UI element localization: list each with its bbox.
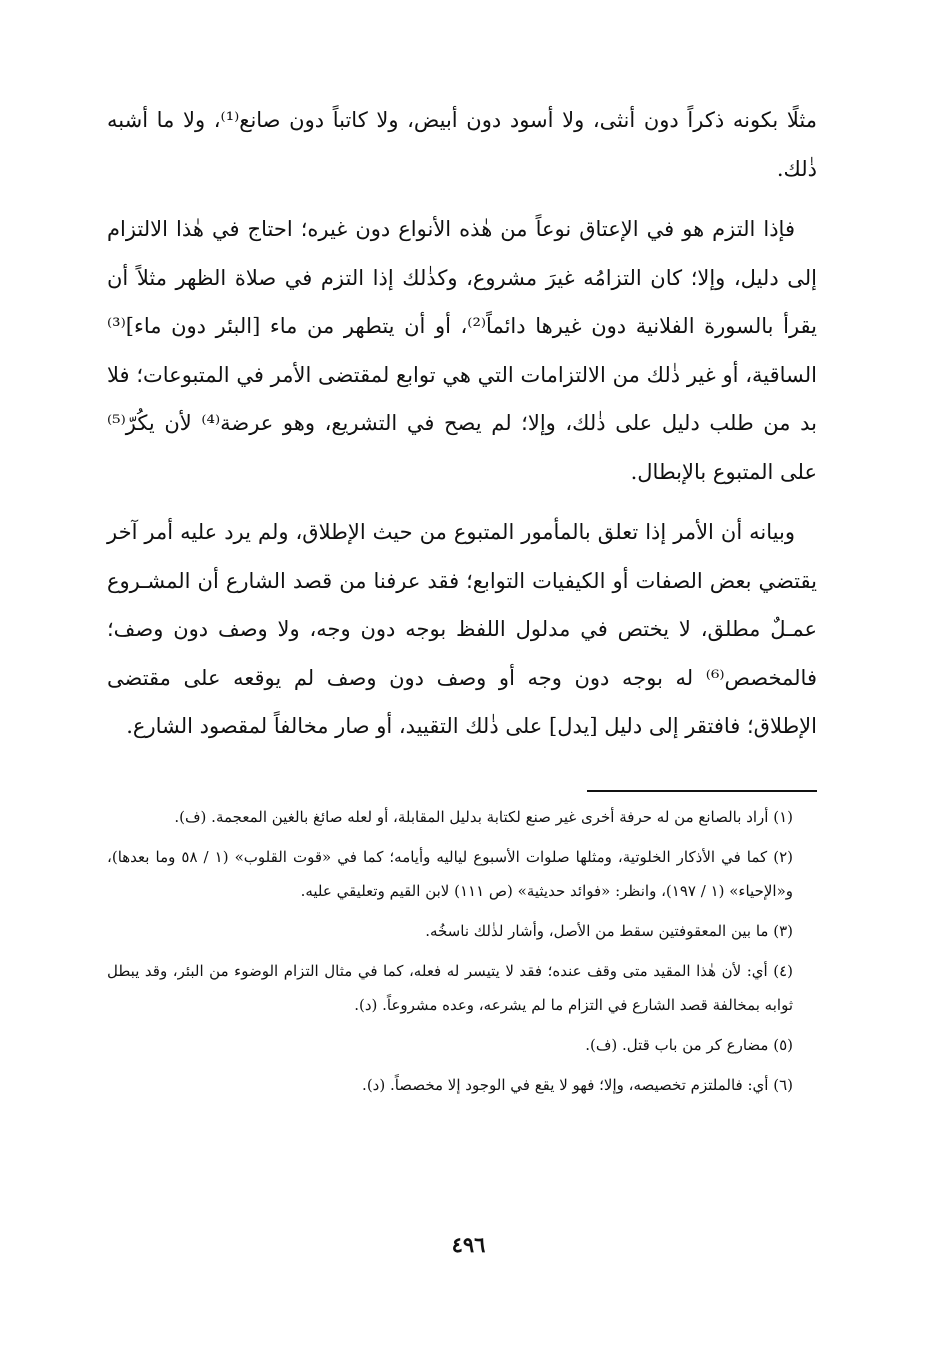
footnotes <box>107 800 817 1108</box>
paragraph-3: وبيانه أن الأمر إذا تعلق بالمأمور المتبوع من حيث الإطلاق، ولم يرد عليه أمر آخر يقتضي بعض الصفات أو الكيفيات التوابع؛ فقد عرفنا من قصد الشارع أن المشـروع عمـلٌ مطلق، لا يختص في مدلول اللفظ بوجه دون وجه، ولا وصف دون وصف؛ فالمخصص⁽⁶⁾ له بوجه دون وجه أو وصف دون وصف لم يوقعه على مقتضى الإطلاق؛ فافتقر إلى دليل [يدل] على ذٰلك التقييد، أو صار مخالفاً لمقصود الشارع. <box>107 520 817 738</box>
footnote-1: (١) أراد بالصانع من له حرفة أخرى غير صنع لكتابة بدليل المقابلة، أو لعله صائغ بالغين المعجمة. (ف). <box>174 808 793 826</box>
paragraph-1: مثلًا بكونه ذكراً دون أنثى، ولا أسود دون أبيض، ولا كاتباً دون صانع⁽¹⁾، ولا ما أشبه ذٰلك. <box>107 108 817 181</box>
page-number: ٤٩٦ <box>451 1232 486 1257</box>
footnote-6: (٦) أي: فالملتزم تخصيصه، وإلا؛ فهو لا يقع في الوجود إلا مخصصاً. (د). <box>362 1076 793 1094</box>
paragraph-2: فإذا التزم هو في الإعتاق نوعاً من هٰذه الأنواع دون غيره؛ احتاج في هٰذا الالتزام إلى دليل، وإلا؛ كان التزامُه غيرَ مشروع، وكذٰلك إذا التزم في صلاة الظهر مثلاً أن يقرأ بالسورة الفلانية دون غيرها دائماً⁽²⁾، أو أن يتطهر من ماء [البئر دون ماء]⁽³⁾ الساقية، أو غير ذٰلك من الالتزامات التي هي توابع لمقتضى الأمر في المتبوعات؛ فلا بد من طلب دليل على ذٰلك، وإلا؛ لم يصح في التشريع، وهو عرضة⁽⁴⁾ لأن يكُرّ⁽⁵⁾ على المتبوع بالإبطال. <box>107 217 817 484</box>
footnote-4: (٤) أي: لأن هٰذا المقيد متى وقف عنده؛ فقد لا يتيسر له فعله، كما في مثال التزام الوضوء من البئر، وقد يبطل ثوابه بمخالفة قصد الشارع في التزام ما لم يشرعه، وعده مشروعاً. (د). <box>107 962 793 1014</box>
footnote-5: (٥) مضارع كر من باب قتل. (ف). <box>585 1036 793 1054</box>
footnote-3: (٣) ما بين المعقوفتين سقط من الأصل، وأشار لذٰلك ناسخُه. <box>425 922 793 940</box>
main-text <box>107 96 817 763</box>
footnote-divider <box>587 790 817 792</box>
footnote-2: (٢) كما في الأذكار الخلوتية، ومثلها صلوات الأسبوع لياليه وأيامه؛ كما في «قوت القلوب» (١ / ٥٨ وما بعدها)، و«الإحياء» (١ / ١٩٧)، وانظر: «فوائد حديثية» (ص ١١١) لابن القيم وتعليقي عليه. <box>107 848 793 900</box>
